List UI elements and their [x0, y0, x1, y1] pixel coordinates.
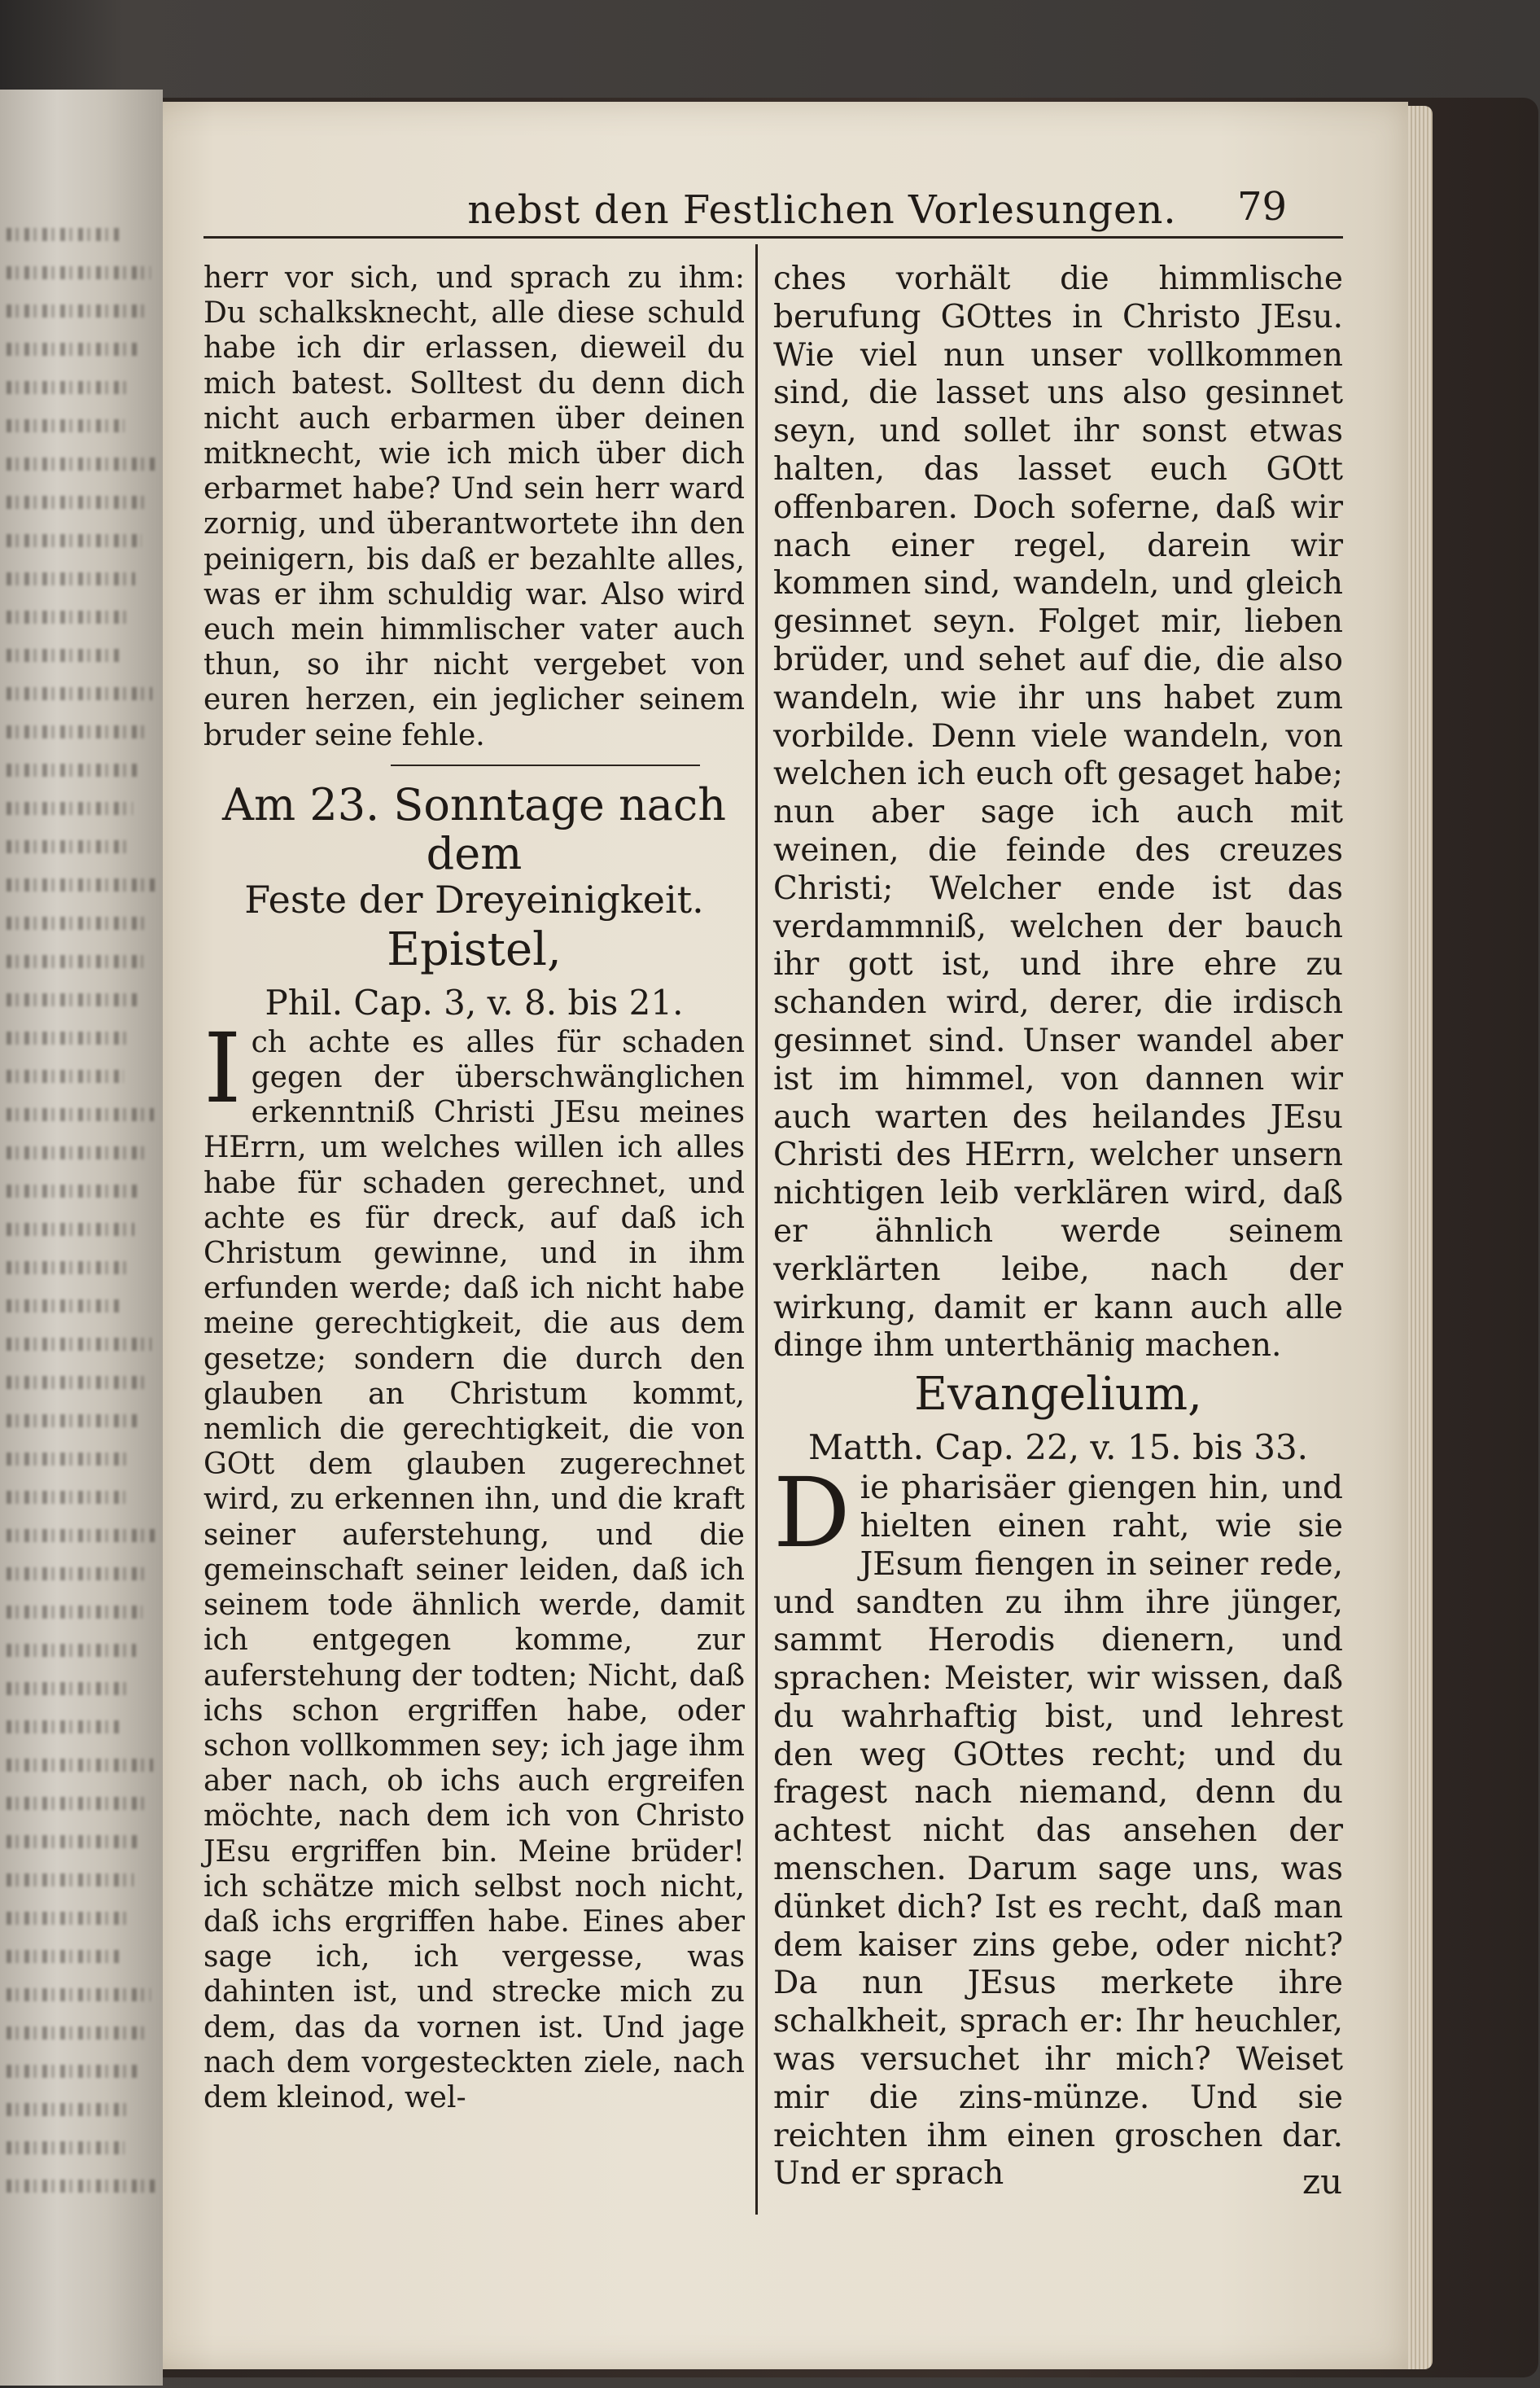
facing-page-text-line: [7, 381, 131, 394]
facing-page-text-line: [7, 1108, 154, 1121]
facing-page-text-line: [7, 955, 143, 968]
gospel-label: Evangelium,: [914, 1368, 1202, 1422]
facing-page-text-line: [7, 305, 144, 318]
epistle-reference: Phil. Cap. 3, v. 8. bis 21.: [265, 982, 684, 1023]
catchword: zu: [1302, 2162, 1343, 2202]
facing-page-text-line: [7, 611, 129, 624]
header-rule: [203, 236, 1343, 239]
facing-page-text-line: [7, 1759, 153, 1772]
epistle-continuation-text: ches vorhält die himmlische berufung GOttes in Christo JEsu. Wie viel nun unser vollkommen sind, die lasset uns also gesinnet seyn, und sollet ihr sonst etwas halten, das lasset euch GOtt offenbaren. Doch soferne, daß wir nach einer regel, darein wir kommen sind, wandeln, und gleich gesinnet seyn. Folget mir, lieben brüder, und sehet auf die, die also wandeln, wie ihr uns habet zum vorbilde. Denn viele wandeln, von welchen ich euch oft gesaget habe; nun aber sage ich auch mit weinen, die feinde des creuzes Christi; Welcher ende ist das verdammniß, welchen der bauch ihr gott ist, und ihre ehre zu schanden wird, derer, die irdisch gesinnet sind. Unser wandel aber ist im himmel, von dannen wir auch warten des heilandes JEsu Christi des HErrn, welcher unsern nichtigen leib verklären wird, daß er ähnlich werde seinem verklärten leibe, nach der wirkung, damit er kann auch alle dinge ihm unterthänig machen.: [773, 261, 1343, 1365]
gospel-reference: Matth. Cap. 22, v. 15. bis 33.: [807, 1427, 1309, 1468]
facing-page-text-line: [7, 802, 133, 815]
facing-page-text-line: [7, 1032, 130, 1045]
facing-page-text-line: [7, 266, 151, 279]
facing-page-text-line: [7, 725, 146, 738]
facing-page-text-line: [7, 2141, 125, 2154]
facing-page-text-line: [7, 1414, 138, 1427]
facing-page-text-line: [7, 343, 138, 356]
facing-page-text-line: [7, 1376, 145, 1389]
section-divider: [391, 765, 700, 766]
facing-page-text-line: [7, 1529, 155, 1542]
facing-page-text-line: [7, 1682, 129, 1695]
facing-page-text-line: [7, 572, 135, 585]
facing-page-edge: [0, 90, 163, 2386]
facing-page-text-line: [7, 2065, 138, 2078]
facing-page-text-line: [7, 534, 142, 547]
facing-page-text-line: [7, 1146, 147, 1159]
running-title: nebst den Festlichen Vorlesungen.: [467, 187, 1177, 233]
facing-page-text-line: [7, 1070, 124, 1083]
facing-page-text-line: [7, 496, 148, 509]
facing-page-text-line: [7, 1606, 142, 1619]
facing-page-text-line: [7, 1988, 151, 2001]
right-column: [773, 261, 1343, 2193]
section-subheading: Feste der Dreyeinigkeit.: [244, 877, 704, 922]
epistle-label: Epistel,: [387, 922, 562, 976]
facing-page-text-line: [7, 1797, 147, 1810]
facing-page-text-line: [7, 228, 120, 241]
gospel-continuation-text: herr vor sich, und sprach zu ihm: Du schalksknecht, alle diese schuld habe ich dir erlassen, dieweil du mich batest. Solltest du denn dich nicht auch erbarmen über deinen mitknecht, wie ich mich über dich erbarmet habe? Und sein herr ward zornig, und überantwortete ihn den peinigern, bis daß er bezahlte alles, was er ihm schuldig war. Also wird euch mein himmlischer vater auch thun, so ihr nicht vergebet von euren herzen, ein jeglicher seinem bruder seine fehle.: [203, 261, 745, 752]
facing-page-text-line: [7, 1912, 127, 1925]
facing-page-text-line: [7, 1720, 123, 1733]
facing-page-text-line: [7, 1261, 128, 1274]
facing-page-text-line: [7, 1223, 134, 1236]
facing-page-text-line: [7, 458, 155, 471]
facing-page-text-line: [7, 2103, 131, 2116]
facing-page-text-line: [7, 2180, 155, 2193]
facing-page-text-line: [7, 764, 139, 777]
facing-page-text-line: [7, 1644, 136, 1657]
facing-page-text-line: [7, 1491, 125, 1504]
facing-page-text-line: [7, 2027, 144, 2040]
facing-page-text-line: [7, 1567, 149, 1580]
facing-page-text-line: [7, 1185, 141, 1198]
section-heading: Am 23. Sonntage nach dem: [221, 778, 727, 879]
gospel-text: Die pharisäer giengen hin, und hielten einen raht, wie sie JEsum fiengen in seiner rede, und sandten zu ihm ihre jünger, sammt Herodis dienern, und sprachen: Meister, wir wissen, daß du wahrhaftig bist, und lehrest den weg GOttes recht; und du fragest nach niemand, denn du achtest nicht das ansehen der menschen. Darum sage uns, was dünket dich? Ist es recht, daß man dem kaiser zins gebe, oder nicht? Da nun JEsus merkete ihre schalkheit, sprach er: Ihr heuchler, was versuchet ihr mich? Weiset mir die zins-münze. Und sie reichten ihm einen groschen dar. Und er sprach: [773, 1457, 1343, 2193]
facing-page-text-line: [7, 1950, 120, 1963]
facing-page-text-line: [7, 649, 122, 662]
facing-page-text-line: [7, 1835, 140, 1848]
column-divider: [755, 244, 758, 2215]
facing-page-text-line: [7, 419, 125, 432]
left-column: [203, 261, 745, 2115]
page-number: 79: [1237, 184, 1288, 230]
facing-page-text-line: [7, 993, 137, 1006]
facing-page-text-line: [7, 1873, 133, 1886]
facing-page-text-line: [7, 687, 152, 700]
facing-page-text-line: [7, 840, 126, 853]
facing-page-text-line: [7, 1299, 121, 1312]
epistle-text: Ich achte es alles für schaden gegen der überschwänglichen erkenntniß Christi JEsu meines HErrn, um welches willen ich alles habe für schaden gerechnet, und achte es für dreck, auf daß ich Christum gewinne, und in ihm erfunden werde; daß ich nicht habe meine gerechtigkeit, die aus dem gesetze; sondern die durch den glauben an Christum kommt, nemlich die gerechtigkeit, die von GOtt dem glauben zugerechnet wird, zu erkennen ihn, und die kraft seiner auferstehung, und die gemeinschaft seiner leiden, daß ich seinem tode ähnlich werde, damit ich entgegen komme, zur auferstehung der todten; Nicht, daß ichs schon ergriffen habe, oder schon vollkommen sey; ich jage ihm aber nach, ob ichs auch ergreifen möchte, nach dem ich von Christo JEsu ergriffen bin. Meine brüder! ich schätze mich selbst noch nicht, daß ichs ergriffen habe. Eines aber sage ich, ich vergesse, was dahinten ist, und strecke mich zu dem, das da vornen ist. Und jage nach dem vorgesteckten ziele, nach dem kleinod, wel-: [203, 1011, 745, 2114]
facing-page-text-line: [7, 1453, 132, 1466]
facing-page-text-line: [7, 879, 156, 892]
facing-page-text-line: [7, 1338, 151, 1351]
facing-page-text-line: [7, 917, 150, 930]
